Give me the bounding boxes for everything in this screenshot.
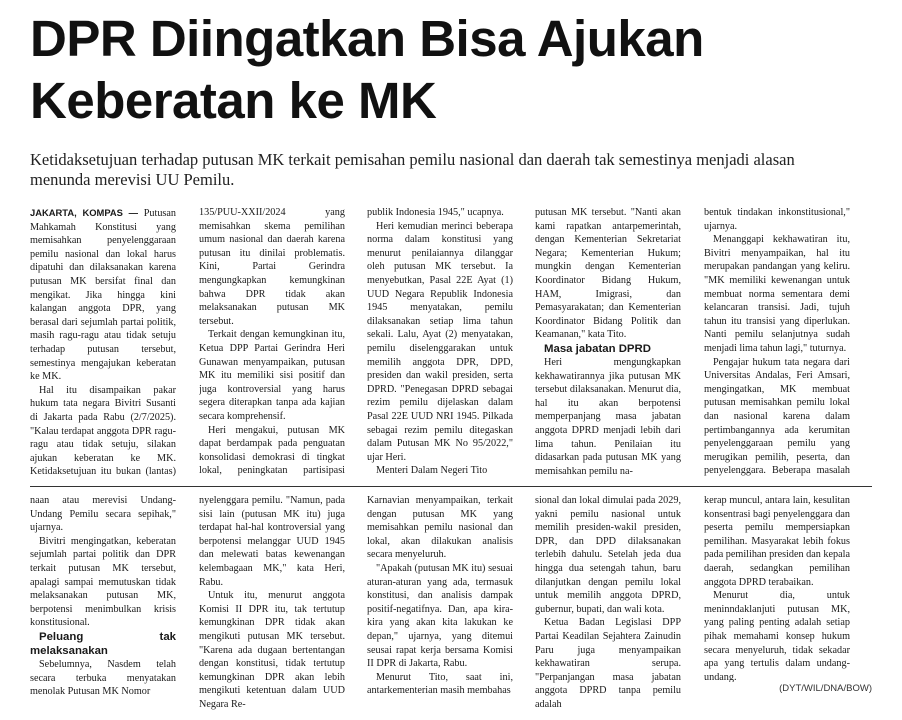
paragraph: Menurut Tito, saat ini, antarkementerian masih membahas [367, 671, 513, 697]
upper-column-4 [535, 206, 681, 480]
paragraph: bentuk tindakan inkonstitusional," ujarnya. [704, 207, 850, 232]
headline: DPR Diingatkan Bisa Ajukan Keberatan ke MK [30, 10, 704, 129]
paragraph: Hal itu disampaikan pakar hukum tata negara Bivitri Susanti di Jakarta pada Rabu (2/7/2025). "Kalau terdapat anggota DPR ragu-ragu atau tidak setuju, silakan ajukan keberatan ke MK. Ketidaksetujuan itu bukan (lantas) [30, 384, 176, 478]
paragraph: sional dan lokal dimulai pada 2029, yakni pemilu nasional untuk memilih presiden-wakil presiden, DPR, dan DPD dilaksanakan terlebih dahulu. Setelah jeda dua hingga dua setengah tahun, baru dilanjutkan dengan pemilu lokal untuk memilih anggota DPRD, gubernur, bupati, dan wali kota. [535, 495, 681, 615]
lower-column-5 [704, 494, 850, 682]
byline-credit: (DYT/WIL/DNA/BOW) [779, 683, 872, 694]
subhead: Masa jabatan DPRD [544, 342, 651, 355]
paragraph: Untuk itu, menurut anggota Komisi II DPR itu, tak tertutup kemungkinan DPR tidak akan mengikuti putusan MK tersebut. "Karena ada dugaan bertentangan dengan konstitusi, tidak tertutup kemungkinan DPR akan lebih mengikuti ketentuan dalam UUD Negara Re- [199, 590, 345, 710]
paragraph: Karnavian menyampaikan, terkait dengan putusan MK yang memisahkan pemilu nasional dan lokal, akan dilakukan analisis secara menyeluruh. [367, 495, 513, 561]
paragraph: Terkait dengan kemungkinan itu, Ketua DPP Partai Gerindra Heri Gunawan menyampaikan, putusan MK itu memiliki sisi positif dan juga kontroversial yang harus segera diterapkan tanpa ada kajian secara komprehensif. [199, 329, 345, 422]
fold-divider [30, 486, 872, 487]
paragraph: naan atau merevisi Undang-Undang Pemilu secara sepihak," ujarnya. [30, 495, 176, 534]
lower-column-3 [367, 494, 513, 712]
paragraph: Heri mengungkapkan kekhawatirannya jika putusan MK tersebut dilaksanakan. Menurut dia, hal itu akan berpotensi memperpanjang masa jabatan anggota DPRD menjadi lebih dari lima tahun. Penilaian itu didasarkan pada putusan MK yang memisahkan pemilu na- [535, 356, 681, 477]
paragraph: Sebelumnya, Nasdem telah secara terbuka menyatakan menolak Putusan MK Nomor [30, 658, 176, 698]
paragraph: Menurut dia, untuk meninndaklanjuti putusan MK, yang paling penting adalah setiap pihak memahami konsep hukum secara menyeluruh, tidak sekadar apa yang tertulis dalam undang-undang. [704, 590, 850, 682]
paragraph: Bivitri mengingatkan, keberatan sejumlah partai politik dan DPR terkait putusan MK tersebut, apalagi sampai memutuskan tidak melaksanakan putusan MK, berpotensi menimbulkan krisis konstitusional. [30, 535, 176, 629]
paragraph: putusan MK tersebut. "Nanti akan kami rapatkan antarpemerintah, dengan Kementerian Sekretariat Negara; Kementerian Hukum; mungkin dengan Kementerian Koordinator Bidang Hukum, HAM, Imigrasi, dan Pemasyarakatan; dan Kementerian Koordinator Bidang Politik dan Keamanan," kata Tito. [535, 207, 681, 341]
paragraph: nyelenggara pemilu. "Namun, pada sisi lain (putusan MK itu) juga terdapat hal-hal kontroversial yang berpotensi melanggar UUD 1945 dan melewati batas kewenangan kelembagaan MK," kata Heri, Rabu. [199, 495, 345, 588]
paragraph: Heri kemudian merinci beberapa norma dalam konstitusi yang menurut penilaiannya dilanggar oleh putusan MK tersebut. Ia menyebutkan, Pasal 22E Ayat (1) UUD Negara Republik Indonesia 1945 menyatakan, pemilu dilaksanakan setiap lima tahun sekali. Lalu, Ayat (2) menyatakan, pemilu diselenggarakan untuk memilih anggota DPR, DPD, presiden dan wakil presiden, serta DPRD. "Penegasan DPRD sebagai rezim pemilu dijelaskan dalam Pasal 22E UUD NRI 1945. Pilkada sebagai rezim pemilu ditegaskan dalam Putusan MK No 95/2022," ujar Heri. [367, 220, 513, 463]
upper-column-5 [704, 206, 850, 480]
paragraph: Putusan Mahkamah Konstitusi yang memisahkan penyelenggaraan pemilu nasional dan lokal harus dipatuhi dan dilaksanakan karena putusan MK bersifat final dan mengikat. Jika hingga kini kalangan anggota DPR, yang berasal dari sejumlah partai politik, masih ragu-ragu atau tidak setuju terhadap putusan tersebut, semestinya mengajukan keberatan ke MK. [30, 208, 176, 383]
paragraph: Pengajar hukum tata negara dari Universitas Andalas, Feri Amsari, mengingatkan, MK membuat putusan memisahkan pemilu lokal dan nasional karena dalam pertimbangannya ada kerumitan penyelenggaraan pemilu yang merugikan pemilih, peserta, dan penyelenggara. Beberapa masalah [704, 356, 850, 477]
paragraph: "Apakah (putusan MK itu) sesuai aturan-aturan yang ada, termasuk konstitusi, dan analisis dampak positif-negatifnya. Dan, apa kira-kira yang akan kita lakukan ke depan," ujarnya, yang ditemui seusai rapat kerja bersama Komisi II DPR di Jakarta, Rabu. [367, 562, 513, 670]
paragraph: Menteri Dalam Negeri Tito [376, 465, 488, 477]
paragraph: Heri mengakui, putusan MK dapat berdampak pada penguatan konsolidasi demokrasi di tingkat lokal, peningkatan partisipasi [199, 424, 345, 477]
lower-column-1 [30, 494, 176, 712]
upper-column-2 [199, 206, 345, 480]
upper-column-1 [30, 206, 176, 480]
subhead: Peluang tak melaksanakan [30, 630, 176, 657]
lower-column-4 [535, 494, 681, 712]
paragraph: 135/PUU-XXII/2024 yang memisahkan skema pemilihan umum nasional dan daerah karena putusan itu dinilai problematis. Kini, Partai Gerindra mengungkapkan kemungkinan bahwa DPR tidak akan melaksanakan putusan MK tersebut. [199, 207, 345, 327]
lower-column-2 [199, 494, 345, 712]
paragraph: publik Indonesia 1945," ucapnya. [367, 207, 504, 218]
subtitle: Ketidaksetujuan terhadap putusan MK terkait pemisahan pemilu nasional dan daerah tak semestinya menjadi alasan menunda merevisi UU Pemilu. [30, 150, 795, 189]
paragraph: Menanggapi kekhawatiran itu, Bivitri menyampaikan, hal itu merupakan pandangan yang keliru. "MK memiliki kewenangan untuk membuat norma sementara demi kelancaran transisi. Jadi, tujuh tahun itu transisi yang diperlukan. Nanti pemilu selanjutnya sudah menjadi lima tahun lagi," tuturnya. [704, 234, 850, 354]
dateline: JAKARTA, KOMPAS — [30, 207, 139, 218]
paragraph: kerap muncul, antara lain, kesulitan konsentrasi bagi penyelenggara dan peserta pemilu mempersiapkan pemilihan. Masyarakat lebih fokus pada pemilihan presiden dan kepala daerah, sedangkan pemilihan anggota DPRD terabaikan. [704, 495, 850, 588]
upper-column-3 [367, 206, 513, 480]
paragraph: Ketua Badan Legislasi DPP Partai Keadilan Sejahtera Zainudin Paru juga menyampaikan kekhawatiran serupa. "Perpanjangan masa jabatan anggota DPRD tanpa pemilu adalah [535, 617, 681, 710]
